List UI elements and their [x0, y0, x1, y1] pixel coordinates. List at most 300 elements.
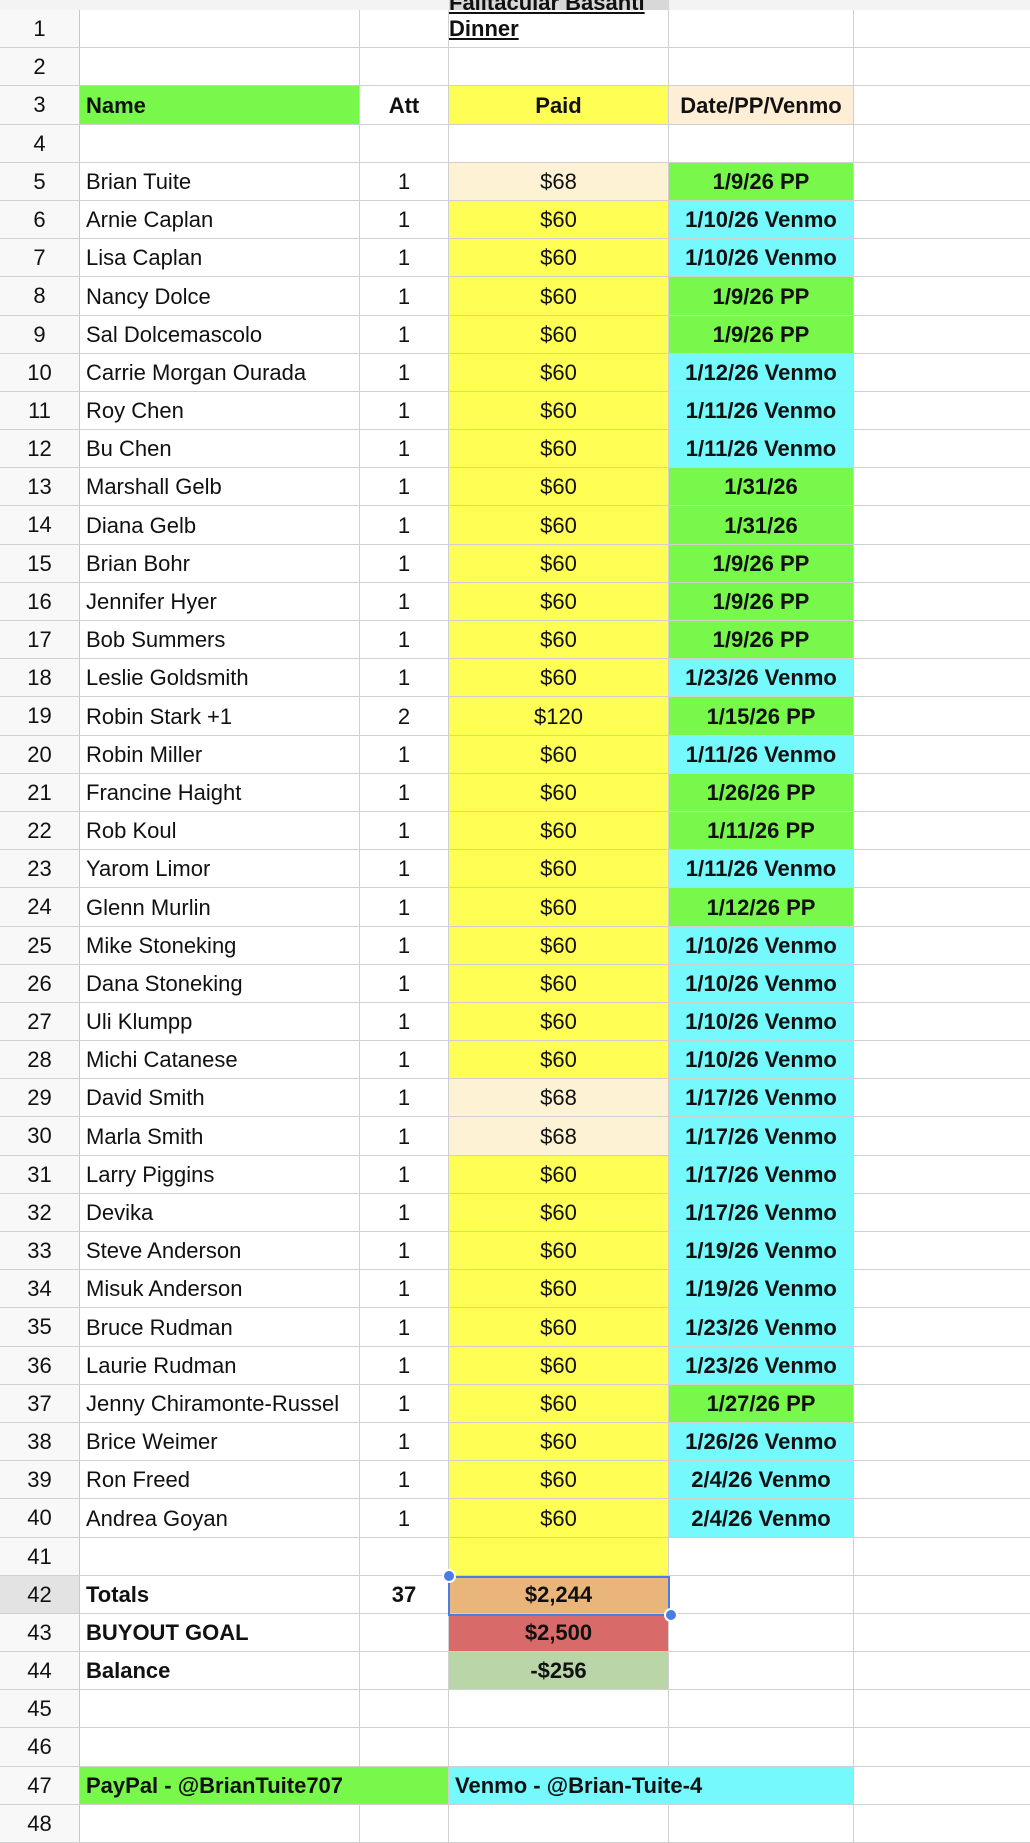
row-number[interactable]: 17: [0, 621, 80, 658]
goal-paid[interactable]: $2,500: [449, 1614, 669, 1651]
header-paid[interactable]: Paid: [449, 86, 669, 123]
cell-d1[interactable]: [669, 10, 854, 47]
row-number[interactable]: 24: [0, 888, 80, 925]
row-number[interactable]: 6: [0, 201, 80, 238]
attendee-row[interactable]: [0, 1385, 1030, 1423]
empty-cell[interactable]: [854, 888, 1030, 925]
attendee-att[interactable]: 1: [360, 1461, 449, 1498]
row-number[interactable]: 44: [0, 1652, 80, 1689]
attendee-payment-date[interactable]: 1/17/26 Venmo: [669, 1079, 854, 1116]
goal-label[interactable]: BUYOUT GOAL: [80, 1614, 360, 1651]
empty-cell[interactable]: [854, 659, 1030, 696]
row-number[interactable]: 2: [0, 48, 80, 85]
row-number[interactable]: 30: [0, 1117, 80, 1154]
sheet-row-45[interactable]: [0, 1690, 1030, 1728]
row-number[interactable]: 35: [0, 1308, 80, 1345]
sheet-row-1[interactable]: [0, 10, 1030, 48]
row-number[interactable]: 11: [0, 392, 80, 429]
row-number[interactable]: 13: [0, 468, 80, 505]
empty-cell[interactable]: [854, 1041, 1030, 1078]
empty-cell[interactable]: [854, 392, 1030, 429]
attendee-row[interactable]: [0, 659, 1030, 697]
row-number[interactable]: 45: [0, 1690, 80, 1727]
attendee-paid[interactable]: $60: [449, 506, 669, 543]
attendee-name[interactable]: David Smith: [80, 1079, 360, 1116]
cell-d45[interactable]: [669, 1690, 854, 1727]
attendee-att[interactable]: 1: [360, 1194, 449, 1231]
attendee-att[interactable]: 1: [360, 468, 449, 505]
attendee-paid[interactable]: $60: [449, 1308, 669, 1345]
attendee-row[interactable]: [0, 1461, 1030, 1499]
attendee-row[interactable]: [0, 163, 1030, 201]
attendee-att[interactable]: 1: [360, 392, 449, 429]
attendee-payment-date[interactable]: 2/4/26 Venmo: [669, 1461, 854, 1498]
attendee-name[interactable]: Brian Bohr: [80, 545, 360, 582]
cell-d44[interactable]: [669, 1652, 854, 1689]
empty-cell[interactable]: [854, 812, 1030, 849]
attendee-payment-date[interactable]: 1/26/26 Venmo: [669, 1423, 854, 1460]
empty-cell[interactable]: [854, 1461, 1030, 1498]
cell-a4[interactable]: [80, 125, 360, 162]
attendee-paid[interactable]: $60: [449, 774, 669, 811]
attendee-name[interactable]: Brice Weimer: [80, 1423, 360, 1460]
attendee-paid[interactable]: $60: [449, 1156, 669, 1193]
attendee-name[interactable]: Carrie Morgan Ourada: [80, 354, 360, 391]
cell-e42[interactable]: [854, 1576, 1030, 1613]
attendee-att[interactable]: 1: [360, 888, 449, 925]
attendee-att[interactable]: 1: [360, 1232, 449, 1269]
cell-a46[interactable]: [80, 1728, 360, 1765]
attendee-paid[interactable]: $60: [449, 583, 669, 620]
attendee-payment-date[interactable]: 1/11/26 Venmo: [669, 850, 854, 887]
attendee-att[interactable]: 1: [360, 316, 449, 353]
row-number[interactable]: 28: [0, 1041, 80, 1078]
attendee-name[interactable]: Robin Miller: [80, 736, 360, 773]
row-number[interactable]: 20: [0, 736, 80, 773]
cell-a41[interactable]: [80, 1538, 360, 1575]
attendee-name[interactable]: Sal Dolcemascolo: [80, 316, 360, 353]
row-number[interactable]: 21: [0, 774, 80, 811]
empty-cell[interactable]: [854, 1232, 1030, 1269]
paypal-handle[interactable]: PayPal - @BrianTuite707: [80, 1767, 449, 1804]
cell-e2[interactable]: [854, 48, 1030, 85]
cell-e44[interactable]: [854, 1652, 1030, 1689]
row-number[interactable]: 14: [0, 506, 80, 543]
row-number[interactable]: 16: [0, 583, 80, 620]
attendee-payment-date[interactable]: 1/23/26 Venmo: [669, 1347, 854, 1384]
attendee-payment-date[interactable]: 1/10/26 Venmo: [669, 239, 854, 276]
attendee-att[interactable]: 1: [360, 621, 449, 658]
empty-cell[interactable]: [854, 277, 1030, 314]
attendee-att[interactable]: 1: [360, 239, 449, 276]
empty-cell[interactable]: [854, 1270, 1030, 1307]
attendee-payment-date[interactable]: 1/26/26 PP: [669, 774, 854, 811]
row-number[interactable]: 9: [0, 316, 80, 353]
attendee-att[interactable]: 1: [360, 812, 449, 849]
selection-handle-bottom-right[interactable]: [664, 1608, 678, 1622]
row-number[interactable]: 43: [0, 1614, 80, 1651]
attendee-name[interactable]: Brian Tuite: [80, 163, 360, 200]
attendee-payment-date[interactable]: 1/31/26: [669, 468, 854, 505]
empty-cell[interactable]: [854, 774, 1030, 811]
attendee-payment-date[interactable]: 1/9/26 PP: [669, 277, 854, 314]
attendee-paid[interactable]: $60: [449, 239, 669, 276]
empty-cell[interactable]: [854, 468, 1030, 505]
attendee-att[interactable]: 1: [360, 1041, 449, 1078]
attendee-payment-date[interactable]: 1/12/26 PP: [669, 888, 854, 925]
header-date[interactable]: Date/PP/Venmo: [669, 86, 854, 123]
empty-cell[interactable]: [854, 583, 1030, 620]
cell-e1[interactable]: [854, 10, 1030, 47]
attendee-payment-date[interactable]: 1/12/26 Venmo: [669, 354, 854, 391]
attendee-name[interactable]: Ron Freed: [80, 1461, 360, 1498]
sheet-row-2[interactable]: [0, 48, 1030, 86]
cell-e3[interactable]: [854, 86, 1030, 123]
attendee-payment-date[interactable]: 1/9/26 PP: [669, 163, 854, 200]
attendee-row[interactable]: [0, 506, 1030, 544]
cell-c2[interactable]: [449, 48, 669, 85]
attendee-paid[interactable]: $60: [449, 659, 669, 696]
cell-b2[interactable]: [360, 48, 449, 85]
empty-cell[interactable]: [854, 316, 1030, 353]
attendee-name[interactable]: Devika: [80, 1194, 360, 1231]
attendee-row[interactable]: [0, 1499, 1030, 1537]
attendee-payment-date[interactable]: 1/27/26 PP: [669, 1385, 854, 1422]
attendee-row[interactable]: [0, 239, 1030, 277]
attendee-payment-date[interactable]: 1/17/26 Venmo: [669, 1117, 854, 1154]
attendee-paid[interactable]: $60: [449, 736, 669, 773]
cell-d46[interactable]: [669, 1728, 854, 1765]
cell-c48[interactable]: [449, 1805, 669, 1842]
attendee-paid[interactable]: $60: [449, 1347, 669, 1384]
row-number[interactable]: 15: [0, 545, 80, 582]
row-number[interactable]: 33: [0, 1232, 80, 1269]
attendee-att[interactable]: 1: [360, 736, 449, 773]
attendee-row[interactable]: [0, 354, 1030, 392]
attendee-name[interactable]: Lisa Caplan: [80, 239, 360, 276]
attendee-paid[interactable]: $60: [449, 812, 669, 849]
attendee-payment-date[interactable]: 1/9/26 PP: [669, 316, 854, 353]
empty-cell[interactable]: [854, 1156, 1030, 1193]
sheet-row-44[interactable]: [0, 1652, 1030, 1690]
attendee-name[interactable]: Andrea Goyan: [80, 1499, 360, 1536]
cell-e41[interactable]: [854, 1538, 1030, 1575]
attendee-paid[interactable]: $60: [449, 1041, 669, 1078]
cell-e47[interactable]: [854, 1767, 1030, 1804]
empty-cell[interactable]: [854, 1308, 1030, 1345]
cell-a1[interactable]: [80, 10, 360, 47]
sheet-row-42[interactable]: [0, 1576, 1030, 1614]
attendee-row[interactable]: [0, 1232, 1030, 1270]
attendee-name[interactable]: Steve Anderson: [80, 1232, 360, 1269]
attendee-paid[interactable]: $60: [449, 201, 669, 238]
attendee-att[interactable]: 1: [360, 354, 449, 391]
attendee-row[interactable]: [0, 1308, 1030, 1346]
row-number[interactable]: 31: [0, 1156, 80, 1193]
attendee-payment-date[interactable]: 2/4/26 Venmo: [669, 1499, 854, 1536]
attendee-row[interactable]: [0, 468, 1030, 506]
attendee-att[interactable]: 1: [360, 659, 449, 696]
sheet-title[interactable]: Dinner: [449, 10, 669, 47]
attendee-paid[interactable]: $60: [449, 1461, 669, 1498]
attendee-row[interactable]: [0, 545, 1030, 583]
row-number[interactable]: 23: [0, 850, 80, 887]
attendee-name[interactable]: Jenny Chiramonte-Russel: [80, 1385, 360, 1422]
attendee-payment-date[interactable]: 1/11/26 PP: [669, 812, 854, 849]
attendee-name[interactable]: Uli Klumpp: [80, 1003, 360, 1040]
attendee-row[interactable]: [0, 1194, 1030, 1232]
attendee-name[interactable]: Misuk Anderson: [80, 1270, 360, 1307]
attendee-row[interactable]: [0, 277, 1030, 315]
attendee-payment-date[interactable]: 1/31/26: [669, 506, 854, 543]
cell-b41[interactable]: [360, 1538, 449, 1575]
empty-cell[interactable]: [854, 506, 1030, 543]
attendee-payment-date[interactable]: 1/9/26 PP: [669, 583, 854, 620]
attendee-att[interactable]: 1: [360, 850, 449, 887]
attendee-row[interactable]: [0, 621, 1030, 659]
attendee-att[interactable]: 1: [360, 163, 449, 200]
attendee-name[interactable]: Glenn Murlin: [80, 888, 360, 925]
attendee-att[interactable]: 1: [360, 506, 449, 543]
attendee-paid[interactable]: $60: [449, 1003, 669, 1040]
attendee-row[interactable]: [0, 1079, 1030, 1117]
totals-paid[interactable]: $2,244: [449, 1576, 669, 1613]
row-number[interactable]: 1: [0, 10, 80, 47]
attendee-row[interactable]: [0, 812, 1030, 850]
cell-b48[interactable]: [360, 1805, 449, 1842]
attendee-row[interactable]: [0, 201, 1030, 239]
attendee-row[interactable]: [0, 927, 1030, 965]
cell-d42[interactable]: [669, 1576, 854, 1613]
cell-e46[interactable]: [854, 1728, 1030, 1765]
cell-d41[interactable]: [669, 1538, 854, 1575]
cell-d2[interactable]: [669, 48, 854, 85]
attendee-payment-date[interactable]: 1/10/26 Venmo: [669, 927, 854, 964]
attendee-att[interactable]: 1: [360, 583, 449, 620]
attendee-att[interactable]: 1: [360, 201, 449, 238]
attendee-row[interactable]: [0, 1347, 1030, 1385]
row-number[interactable]: 39: [0, 1461, 80, 1498]
sheet-row-4[interactable]: [0, 125, 1030, 163]
attendee-att[interactable]: 2: [360, 697, 449, 734]
attendee-paid[interactable]: $60: [449, 1194, 669, 1231]
attendee-payment-date[interactable]: 1/19/26 Venmo: [669, 1270, 854, 1307]
cell-b4[interactable]: [360, 125, 449, 162]
row-number[interactable]: 37: [0, 1385, 80, 1422]
attendee-payment-date[interactable]: 1/9/26 PP: [669, 621, 854, 658]
row-number[interactable]: 38: [0, 1423, 80, 1460]
attendee-paid[interactable]: $60: [449, 430, 669, 467]
row-number[interactable]: 48: [0, 1805, 80, 1842]
empty-cell[interactable]: [854, 201, 1030, 238]
attendee-row[interactable]: [0, 697, 1030, 735]
attendee-att[interactable]: 1: [360, 430, 449, 467]
cell-a48[interactable]: [80, 1805, 360, 1842]
attendee-paid[interactable]: $60: [449, 392, 669, 429]
empty-cell[interactable]: [854, 545, 1030, 582]
attendee-payment-date[interactable]: 1/23/26 Venmo: [669, 659, 854, 696]
attendee-payment-date[interactable]: 1/10/26 Venmo: [669, 1003, 854, 1040]
attendee-att[interactable]: 1: [360, 1156, 449, 1193]
attendee-paid[interactable]: $60: [449, 316, 669, 353]
empty-cell[interactable]: [854, 1117, 1030, 1154]
empty-cell[interactable]: [854, 850, 1030, 887]
row-number[interactable]: 4: [0, 125, 80, 162]
attendee-name[interactable]: Dana Stoneking: [80, 965, 360, 1002]
attendee-row[interactable]: [0, 1041, 1030, 1079]
attendee-row[interactable]: [0, 1003, 1030, 1041]
row-number[interactable]: 12: [0, 430, 80, 467]
balance-paid[interactable]: -$256: [449, 1652, 669, 1689]
cell-b1[interactable]: [360, 10, 449, 47]
cell-d4[interactable]: [669, 125, 854, 162]
attendee-name[interactable]: Robin Stark +1: [80, 697, 360, 734]
empty-cell[interactable]: [854, 736, 1030, 773]
attendee-payment-date[interactable]: 1/23/26 Venmo: [669, 1308, 854, 1345]
attendee-name[interactable]: Marla Smith: [80, 1117, 360, 1154]
totals-att[interactable]: 37: [360, 1576, 449, 1613]
attendee-name[interactable]: Bruce Rudman: [80, 1308, 360, 1345]
attendee-name[interactable]: Francine Haight: [80, 774, 360, 811]
row-number[interactable]: 27: [0, 1003, 80, 1040]
attendee-att[interactable]: 1: [360, 277, 449, 314]
selection-handle-top-left[interactable]: [442, 1569, 456, 1583]
attendee-att[interactable]: 1: [360, 1270, 449, 1307]
empty-cell[interactable]: [854, 163, 1030, 200]
row-number[interactable]: 8: [0, 277, 80, 314]
attendee-row[interactable]: [0, 316, 1030, 354]
cell-b44[interactable]: [360, 1652, 449, 1689]
attendee-name[interactable]: Michi Catanese: [80, 1041, 360, 1078]
cell-d43[interactable]: [669, 1614, 854, 1651]
cell-e4[interactable]: [854, 125, 1030, 162]
attendee-att[interactable]: 1: [360, 1423, 449, 1460]
attendee-payment-date[interactable]: 1/19/26 Venmo: [669, 1232, 854, 1269]
row-number[interactable]: 19: [0, 697, 80, 734]
attendee-paid[interactable]: $60: [449, 545, 669, 582]
attendee-paid[interactable]: $60: [449, 850, 669, 887]
attendee-paid[interactable]: $60: [449, 1385, 669, 1422]
row-number[interactable]: 46: [0, 1728, 80, 1765]
attendee-row[interactable]: [0, 850, 1030, 888]
attendee-paid[interactable]: $120: [449, 697, 669, 734]
cell-c4[interactable]: [449, 125, 669, 162]
attendee-att[interactable]: 1: [360, 1499, 449, 1536]
empty-cell[interactable]: [854, 1385, 1030, 1422]
attendee-name[interactable]: Yarom Limor: [80, 850, 360, 887]
row-number[interactable]: 29: [0, 1079, 80, 1116]
sheet-row-3[interactable]: [0, 86, 1030, 124]
empty-cell[interactable]: [854, 965, 1030, 1002]
attendee-paid[interactable]: $60: [449, 277, 669, 314]
row-number[interactable]: 47: [0, 1767, 80, 1804]
empty-cell[interactable]: [854, 621, 1030, 658]
attendee-name[interactable]: Marshall Gelb: [80, 468, 360, 505]
row-number[interactable]: 34: [0, 1270, 80, 1307]
row-number[interactable]: 41: [0, 1538, 80, 1575]
attendee-row[interactable]: [0, 888, 1030, 926]
attendee-name[interactable]: Larry Piggins: [80, 1156, 360, 1193]
attendee-row[interactable]: [0, 1117, 1030, 1155]
attendee-name[interactable]: Diana Gelb: [80, 506, 360, 543]
empty-cell[interactable]: [854, 1347, 1030, 1384]
attendee-row[interactable]: [0, 1270, 1030, 1308]
row-number[interactable]: 26: [0, 965, 80, 1002]
attendee-payment-date[interactable]: 1/11/26 Venmo: [669, 430, 854, 467]
cell-a45[interactable]: [80, 1690, 360, 1727]
cell-b45[interactable]: [360, 1690, 449, 1727]
cell-e45[interactable]: [854, 1690, 1030, 1727]
attendee-name[interactable]: Laurie Rudman: [80, 1347, 360, 1384]
attendee-paid[interactable]: $68: [449, 1117, 669, 1154]
row-number[interactable]: 22: [0, 812, 80, 849]
sheet-row-41[interactable]: [0, 1538, 1030, 1576]
attendee-payment-date[interactable]: 1/10/26 Venmo: [669, 201, 854, 238]
attendee-payment-date[interactable]: 1/11/26 Venmo: [669, 736, 854, 773]
attendee-row[interactable]: [0, 1156, 1030, 1194]
attendee-payment-date[interactable]: 1/10/26 Venmo: [669, 1041, 854, 1078]
attendee-name[interactable]: Leslie Goldsmith: [80, 659, 360, 696]
empty-cell[interactable]: [854, 354, 1030, 391]
row-number[interactable]: 32: [0, 1194, 80, 1231]
spreadsheet-grid[interactable]: [0, 10, 1030, 1843]
attendee-att[interactable]: 1: [360, 927, 449, 964]
attendee-name[interactable]: Nancy Dolce: [80, 277, 360, 314]
attendee-payment-date[interactable]: 1/10/26 Venmo: [669, 965, 854, 1002]
attendee-att[interactable]: 1: [360, 1079, 449, 1116]
attendee-att[interactable]: 1: [360, 1003, 449, 1040]
empty-cell[interactable]: [854, 1079, 1030, 1116]
attendee-paid[interactable]: $68: [449, 163, 669, 200]
attendee-payment-date[interactable]: 1/17/26 Venmo: [669, 1194, 854, 1231]
attendee-row[interactable]: [0, 774, 1030, 812]
attendee-name[interactable]: Jennifer Hyer: [80, 583, 360, 620]
attendee-name[interactable]: Mike Stoneking: [80, 927, 360, 964]
attendee-name[interactable]: Bu Chen: [80, 430, 360, 467]
cell-e48[interactable]: [854, 1805, 1030, 1842]
row-number[interactable]: 36: [0, 1347, 80, 1384]
attendee-name[interactable]: Roy Chen: [80, 392, 360, 429]
attendee-paid[interactable]: $60: [449, 888, 669, 925]
attendee-row[interactable]: [0, 736, 1030, 774]
totals-label[interactable]: Totals: [80, 1576, 360, 1613]
row-number[interactable]: 10: [0, 354, 80, 391]
empty-cell[interactable]: [854, 239, 1030, 276]
attendee-paid[interactable]: $60: [449, 1270, 669, 1307]
attendee-payment-date[interactable]: 1/9/26 PP: [669, 545, 854, 582]
sheet-row-43[interactable]: [0, 1614, 1030, 1652]
attendee-att[interactable]: 1: [360, 1347, 449, 1384]
row-number[interactable]: 18: [0, 659, 80, 696]
attendee-name[interactable]: Rob Koul: [80, 812, 360, 849]
attendee-row[interactable]: [0, 1423, 1030, 1461]
attendee-paid[interactable]: $60: [449, 1499, 669, 1536]
attendee-paid[interactable]: $60: [449, 468, 669, 505]
row-number[interactable]: 3: [0, 86, 80, 123]
attendee-payment-date[interactable]: 1/15/26 PP: [669, 697, 854, 734]
attendee-att[interactable]: 1: [360, 774, 449, 811]
cell-b46[interactable]: [360, 1728, 449, 1765]
attendee-payment-date[interactable]: 1/17/26 Venmo: [669, 1156, 854, 1193]
row-number[interactable]: 7: [0, 239, 80, 276]
attendee-row[interactable]: [0, 430, 1030, 468]
attendee-name[interactable]: Bob Summers: [80, 621, 360, 658]
empty-cell[interactable]: [854, 927, 1030, 964]
attendee-row[interactable]: [0, 965, 1030, 1003]
cell-a2[interactable]: [80, 48, 360, 85]
empty-cell[interactable]: [854, 1003, 1030, 1040]
attendee-att[interactable]: 1: [360, 965, 449, 1002]
